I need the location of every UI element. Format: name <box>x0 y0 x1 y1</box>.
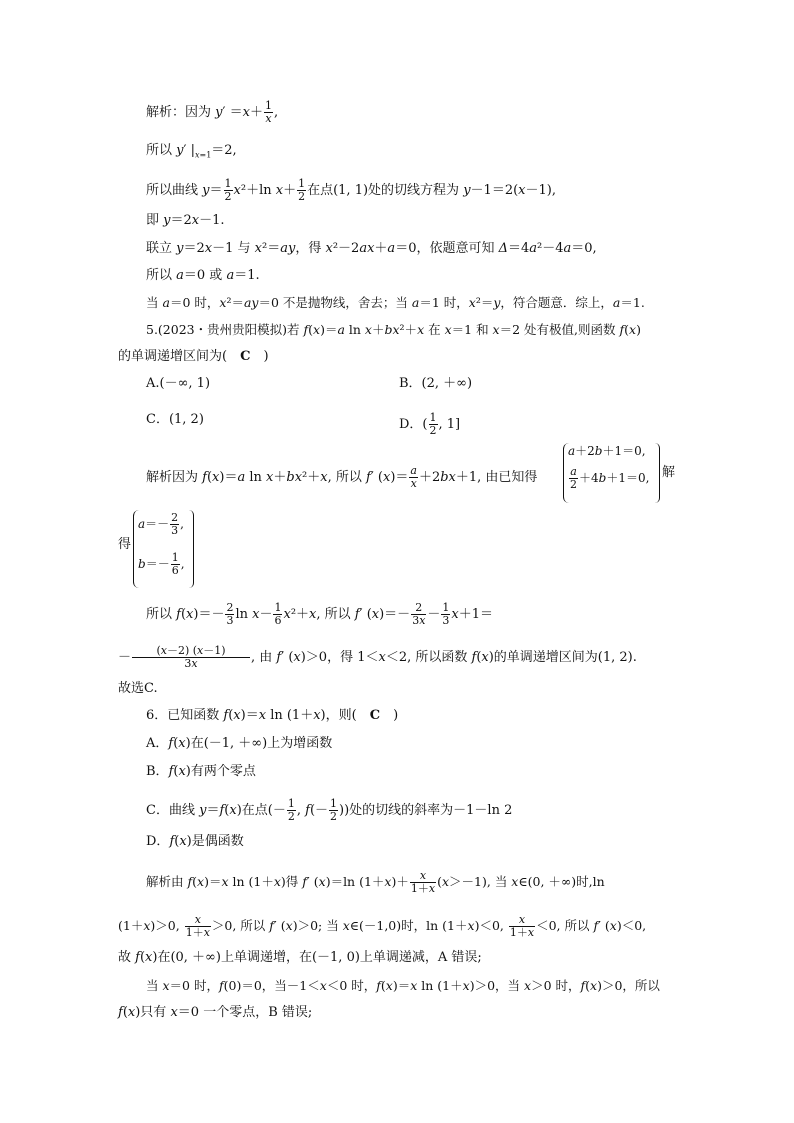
system-eq-1: a＋2b＋1＝0, <box>568 444 646 458</box>
solution-5-line-5: 故选C. <box>118 681 158 696</box>
option-b: B．(2, ＋∞) <box>399 376 473 391</box>
q6-option-d: D．f(x)是偶函数 <box>146 834 244 849</box>
question-5-line-2: 的单调递增区间为( C ) <box>118 349 269 364</box>
q6-option-a: A．f(x)在(－1, ＋∞)上为增函数 <box>146 736 333 751</box>
option-a: A.(－∞, 1) <box>146 376 211 391</box>
solution-6-line-2: (1＋x)＞0, $\frac{x}{1+x}$ ＞0, 所以 f′ (x)＞0; 当 x∈(－1,0)时，ln (1＋x)＜0, $\frac{x}{1+x}$ ＜0, 所以 f′ (x)＜0, <box>118 913 647 939</box>
solution-5-line-4: － $\frac{(x-2) (x-1)}{3x}$ , 由 f′ (x)＞0，得 1＜x＜2, 所以函数 f(x)的单调递增区间为(1, 2). <box>118 644 637 670</box>
solution-6-line-3: 故 f(x)在(0, ＋∞)上单调递增，在(－1, 0)上单调递减，A 错误; <box>118 950 482 965</box>
q6-option-b: B．f(x)有两个零点 <box>146 764 256 779</box>
solution-line-7: 当 a＝0 时，x²＝ay＝0 不是抛物线，舍去；当 a＝1 时，x²＝y，符合题意．综上，a＝1. <box>146 295 645 310</box>
system-eq-2: $\frac{a}{2}$ ＋4b＋1＝0, <box>570 465 650 491</box>
system-brace-right <box>655 443 660 503</box>
result-b: b＝－ $\frac{1}{6}$ , <box>138 551 185 577</box>
solution-5-de: 得 <box>118 537 132 552</box>
solution-line-4: 即 y＝2x－1. <box>146 213 225 228</box>
result-a: a＝－ $\frac{2}{3}$ , <box>138 511 184 537</box>
solution-5-line-1: 解析因为 f(x)＝a ln x＋bx²＋x, 所以 f′ (x)＝ $\frac{a}{x}$ ＋2bx＋1, 由已知得 <box>146 464 538 490</box>
option-c: C．(1, 2) <box>146 412 204 427</box>
solution-line-2: 所以 y′ $|_{x=1}=2$, <box>146 143 237 160</box>
question-6-stem: 6．已知函数 f(x)＝x ln (1＋x)，则( C ) <box>146 708 399 723</box>
solution-6-line-1: 解析由 f(x)＝x ln (1＋x)得 f′ (x)＝ln (1＋x)＋ $\frac{x}{1+x}$ (x＞－1), 当 x∈(0, ＋∞)时,ln <box>146 869 605 895</box>
solution-line-5: 联立 y＝2x－1 与 x²＝ay，得 x²－2ax＋a＝0，依题意可知 Δ＝4a²－4a＝0, <box>146 241 597 256</box>
solution-line-1: 解析：因为 y′ ＝x＋ $\frac{1}{x}$ , <box>146 99 279 125</box>
solution-5-jie: 解 <box>662 465 676 480</box>
question-5-line-1: 5.(2023・贵州贵阳模拟)若 f(x)＝a ln x＋bx²＋x 在 x＝1 和 x＝2 处有极值,则函数 f(x) <box>146 322 641 337</box>
solution-line-3: 所以曲线 y＝ $\frac{1}{2}$ x²＋ln x＋ $\frac{1}{2}$ 在点(1, 1)处的切线方程为 y－1＝2(x－1), <box>146 177 556 203</box>
solution-5-line-3: 所以 f(x)＝－ $\frac{2}{3}$ ln x－ $\frac{1}{6}$ x²＋x, 所以 f′ (x)＝－ $\frac{2}{3x}$ － $\frac{1}{3}$ x＋1＝ <box>146 601 494 627</box>
solution-6-line-4: 当 x＝0 时，f(0)＝0，当－1＜x＜0 时，f(x)＝x ln (1＋x)＞0，当 x＞0 时，f(x)＞0，所以 <box>146 978 660 993</box>
solution-line-6: 所以 a＝0 或 a＝1. <box>146 268 260 283</box>
result-brace-right <box>189 510 194 588</box>
option-d: D．( $\frac{1}{2}$ , 1] <box>399 411 461 437</box>
solution-6-line-5: f(x)只有 x＝0 一个零点，B 错误; <box>118 1005 313 1020</box>
q6-option-c: C．曲线 y＝f(x)在点(－ $\frac{1}{2}$ , f(－ $\frac{1}{2}$ ))处的切线的斜率为－1－ln 2 <box>146 797 513 823</box>
